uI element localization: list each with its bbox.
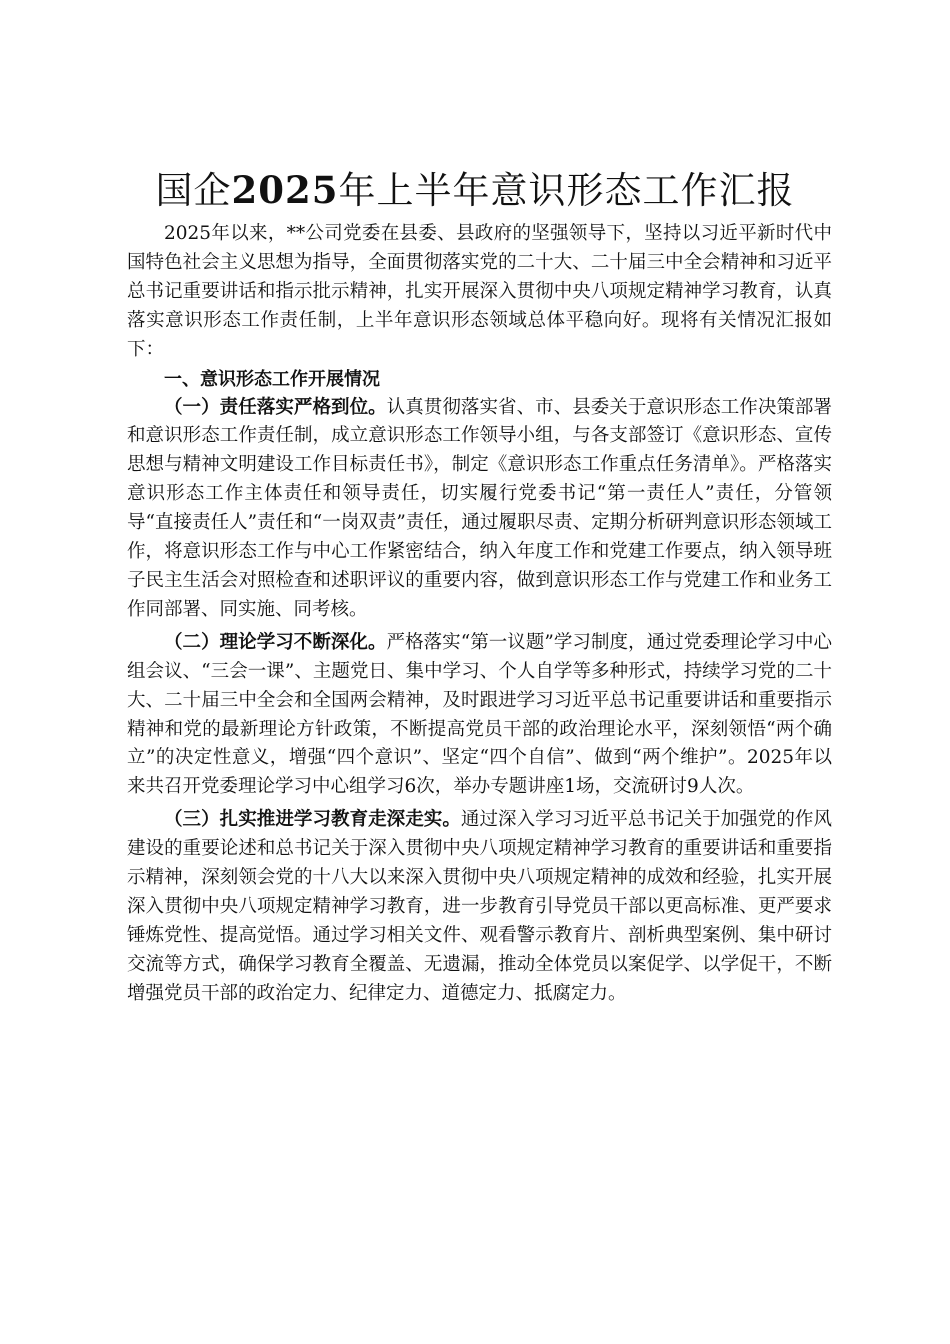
section-paragraph-1 xyxy=(127,394,832,625)
section-heading-1: 一、意识形态工作开展情况 xyxy=(164,368,380,390)
section-text-2: 严格落实“第一议题”学习制度，通过党委理论学习中心组会议、“三会一课”、主题党日、集中学习、个人自学等多种形式，持续学习党的二十大、二十届三中全会和全国两会精神，及时跟进学习习近平总书记重要讲话和重要指示精神和党的最新理论方针政策，不断提高党员干部的政治理论水平，深刻领悟“两个确立”的决定性意义，增强“四个意识”、坚定“四个自信”、做到“两个维护”。2025年以来共召开党委理论学习中心组学习6次，举办专题讲座1场，交流研讨9人次。 xyxy=(127,631,832,798)
section-text-3: 通过深入学习习近平总书记关于加强党的作风建设的重要论述和总书记关于深入贯彻中央八项规定精神学习教育的重要讲话和重要指示精神，深刻领会党的十八大以来深入贯彻中央八项规定精神的成效和经验，扎实开展深入贯彻中央八项规定精神学习教育，进一步教育引导党员干部以更高标准、更严要求锤炼党性、提高觉悟。通过学习相关文件、观看警示教育片、剖析典型案例、集中研讨交流等方式，确保学习教育全覆盖、无遗漏，推动全体党员以案促学、以学促干，不断增强党员干部的政治定力、纪律定力、道德定力、抵腐定力。 xyxy=(127,809,832,1004)
document-title xyxy=(0,166,950,215)
intro-paragraph: 2025年以来，**公司党委在县委、县政府的坚强领导下，坚持以习近平新时代中国特色社会主义思想为指导，全面贯彻落实党的二十大、二十届三中全会精神和习近平总书记重要讲话和指示批示精神，扎实开展深入贯彻中央八项规定精神学习教育，认真落实意识形态工作责任制，上半年意识形态领域总体平稳向好。现将有关情况汇报如下： xyxy=(127,223,832,360)
section-lead-3: （三）扎实推进学习教育走深走实。 xyxy=(164,809,461,831)
section-paragraph-3 xyxy=(127,806,832,1008)
section-lead-1: （一）责任落实严格到位。 xyxy=(164,396,387,418)
title-suffix: 年上半年意识形态工作汇报 xyxy=(338,169,795,212)
section-lead-2: （二）理论学习不断深化。 xyxy=(164,631,387,653)
document-body xyxy=(127,220,832,1009)
title-year: 2025 xyxy=(231,168,339,212)
title-prefix: 国企 xyxy=(155,169,232,212)
section-text-1: 认真贯彻落实省、市、县委关于意识形态工作决策部署和意识形态工作责任制，成立意识形态工作领导小组，与各支部签订《意识形态、宣传思想与精神文明建设工作目标责任书》，制定《意识形态工作重点任务清单》。严格落实意识形态工作主体责任和领导责任，切实履行党委书记“第一责任人”责任，分管领导“直接责任人”责任和“一岗双责”责任，通过履职尽责、定期分析研判意识形态领域工作，将意识形态工作与中心工作紧密结合，纳入年度工作和党建工作要点，纳入领导班子民主生活会对照检查和述职评议的重要内容，做到意识形态工作与党建工作和业务工作同部署、同实施、同考核。 xyxy=(127,396,832,620)
section-paragraph-2 xyxy=(127,629,832,802)
